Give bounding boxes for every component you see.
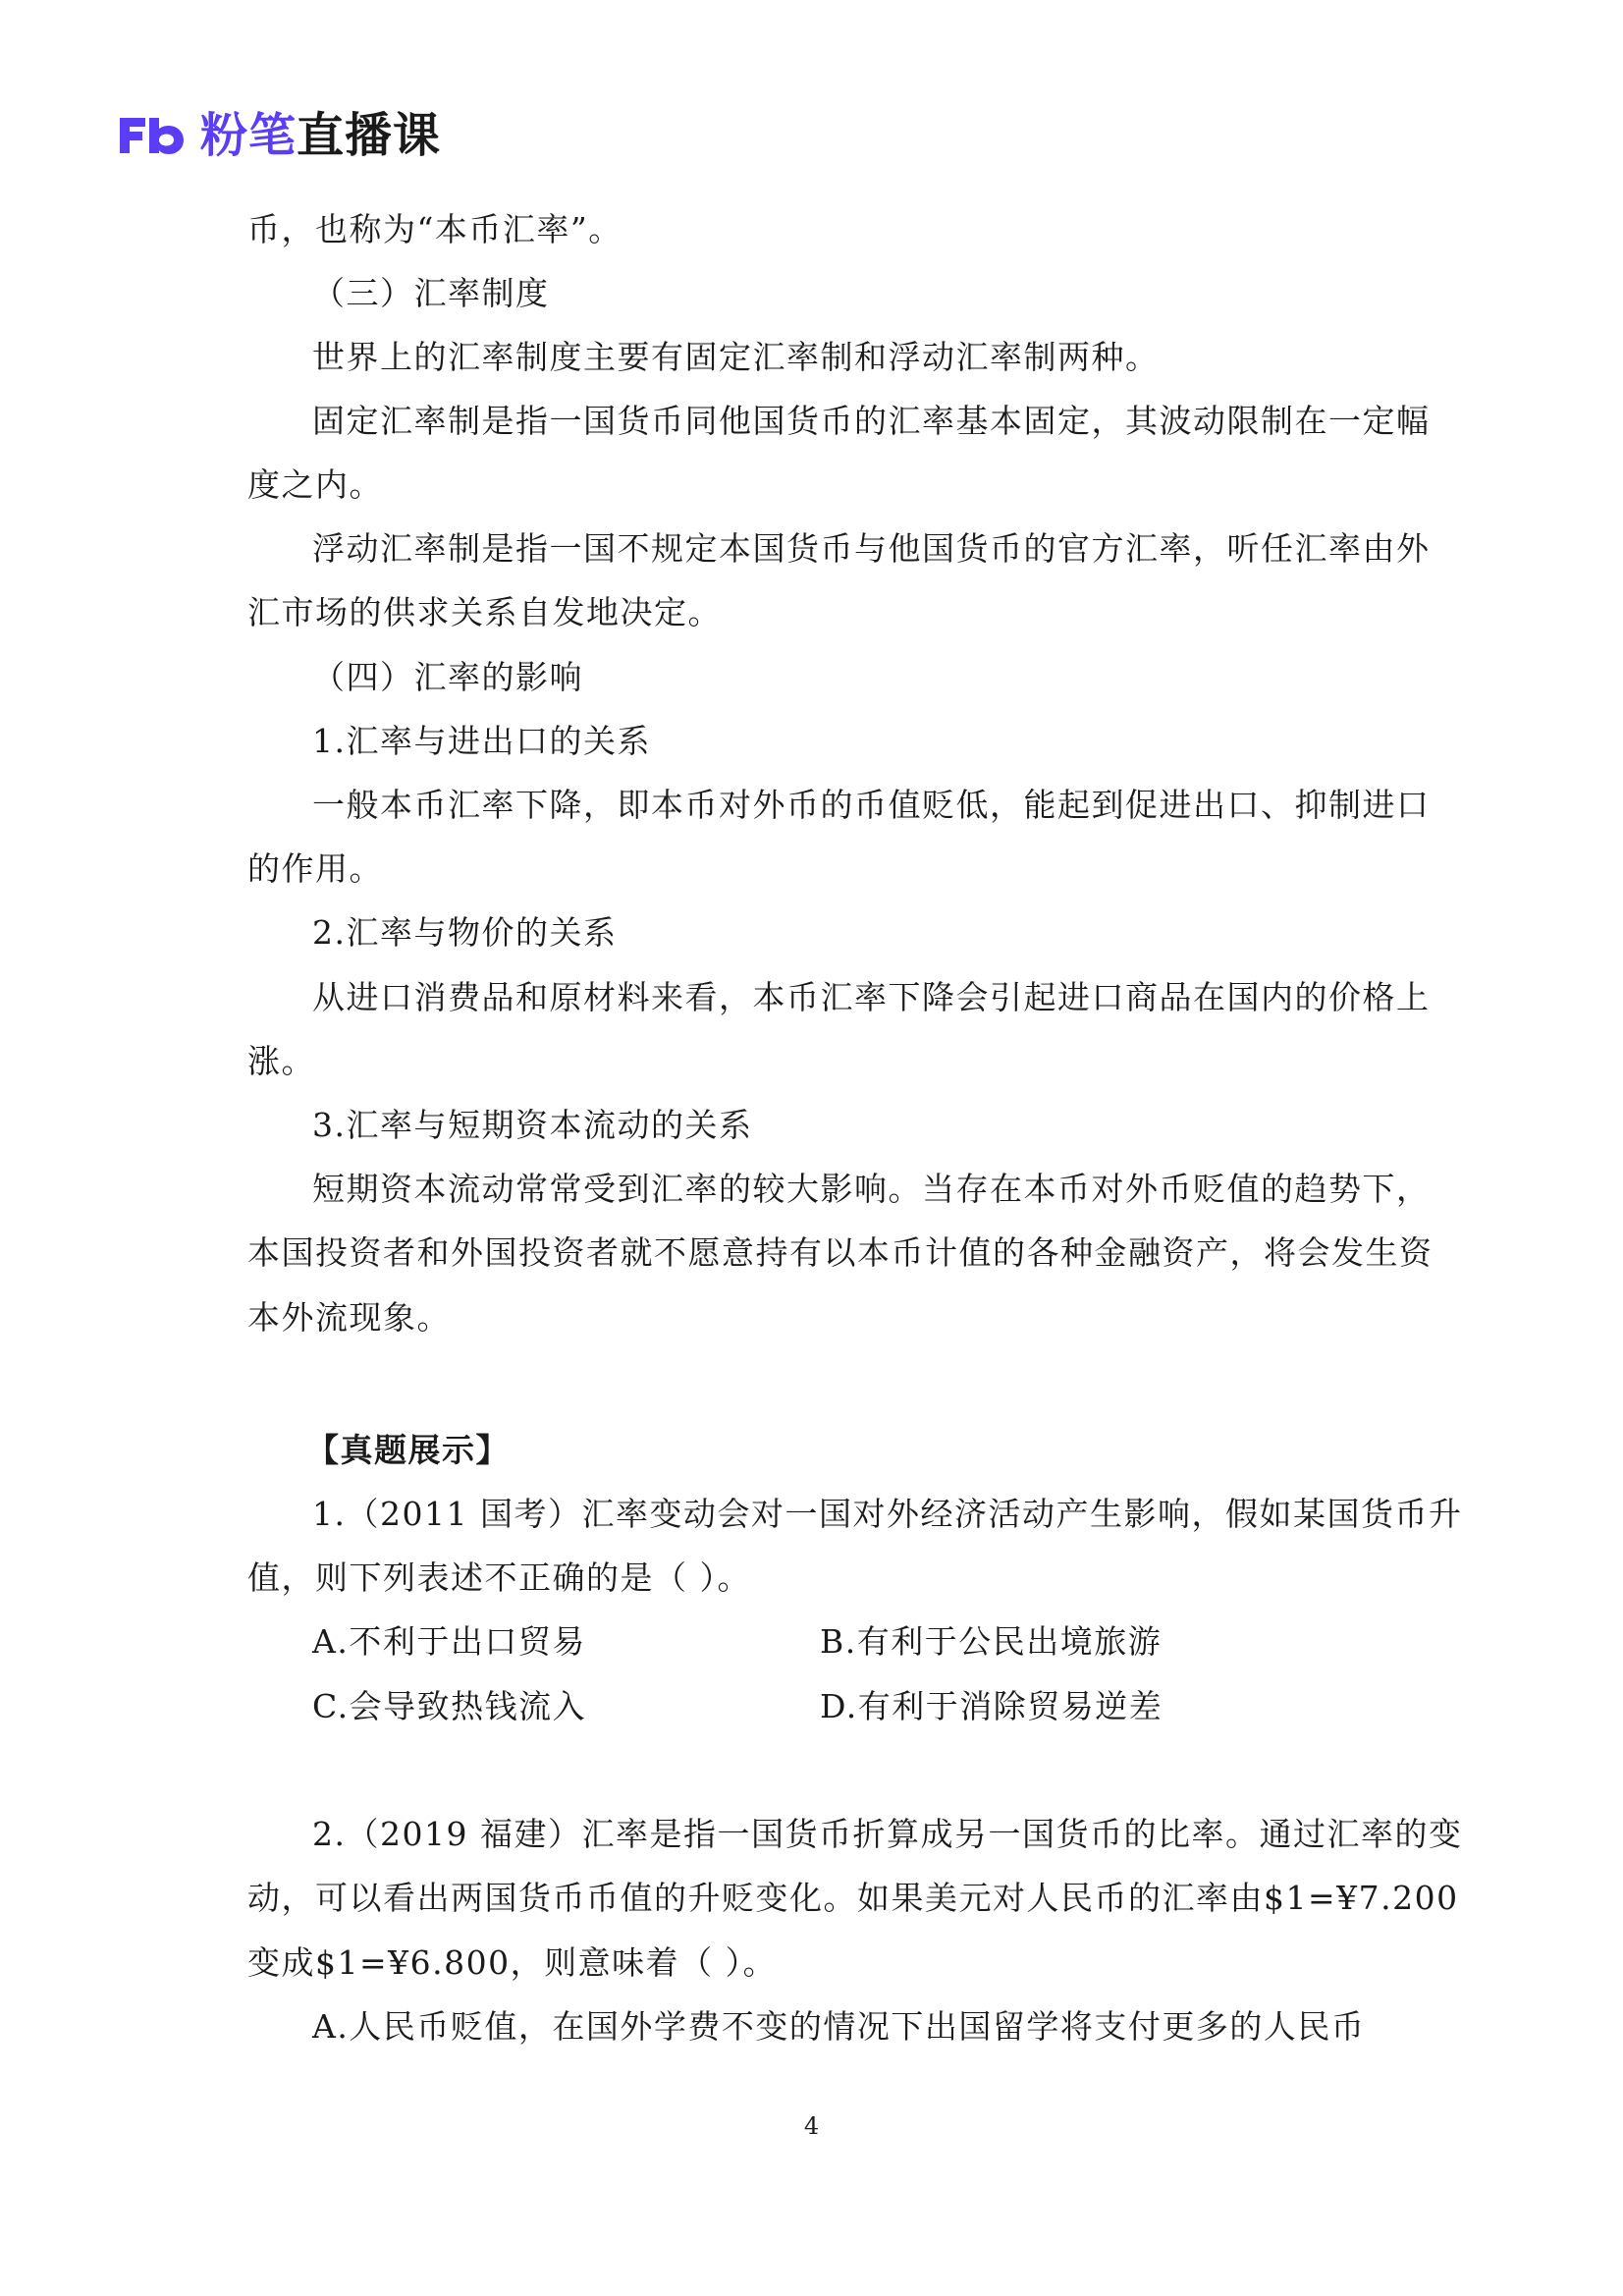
question-1-line: 1.（2011 国考）汇率变动会对一国对外经济活动产生影响，假如某国货币升: [312, 1495, 1463, 1533]
subsection-heading: 3.汇率与短期资本流动的关系: [312, 1106, 753, 1144]
page-number: 4: [803, 2112, 820, 2140]
question-1-line: 值，则下列表述不正确的是（ ）。: [247, 1558, 751, 1597]
paragraph-line: 汇市场的供求关系自发地决定。: [247, 593, 722, 631]
question-1-option-b: B.有利于公民出境旅游: [820, 1622, 1163, 1661]
question-1-option-c: C.会导致热钱流入: [312, 1687, 587, 1725]
paragraph-line: 短期资本流动常常受到汇率的较大影响。当存在本币对外币贬值的趋势下，: [312, 1170, 1431, 1208]
paragraph-line: 本外流现象。: [247, 1298, 451, 1337]
paragraph-line: 浮动汇率制是指一国不规定本国货币与他国货币的官方汇率，听任汇率由外: [312, 529, 1431, 568]
paragraph-line: 从进口消费品和原材料来看，本币汇率下降会引起进口商品在国内的价格上: [312, 978, 1431, 1016]
paragraph-line: 本国投资者和外国投资者就不愿意持有以本币计值的各种金融资产，将会发生资: [247, 1233, 1434, 1272]
paragraph-line: 币，也称为“本币汇率”。: [247, 210, 622, 248]
subsection-heading: 2.汇率与物价的关系: [312, 913, 618, 952]
section-heading: （四）汇率的影响: [312, 658, 583, 696]
question-2-line: 变成$1=¥6.800，则意味着（ ）。: [247, 1943, 778, 1982]
paragraph-line: 的作用。: [247, 849, 383, 888]
paragraph-line: 固定汇率制是指一国货币同他国货币的汇率基本固定，其波动限制在一定幅: [312, 402, 1431, 440]
paragraph-line: 度之内。: [247, 465, 383, 504]
logo-text: [200, 106, 441, 165]
question-1-option-d: D.有利于消除贸易逆差: [820, 1687, 1163, 1725]
section-heading: （三）汇率制度: [312, 274, 550, 312]
subsection-heading: 1.汇率与进出口的关系: [312, 722, 651, 760]
exam-heading: 【真题展示】: [306, 1431, 510, 1469]
question-1-option-a: A.不利于出口贸易: [312, 1622, 586, 1661]
fb-logo-icon: [116, 112, 187, 159]
brand-name: 粉笔: [200, 108, 298, 163]
question-2-line: 2.（2019 福建）汇率是指一国货币折算成另一国货币的比率。通过汇率的变: [312, 1815, 1463, 1853]
paragraph-line: 一般本币汇率下降，即本币对外币的币值贬低，能起到促进出口、抑制进口: [312, 786, 1431, 824]
question-2-line: 动，可以看出两国货币币值的升贬变化。如果美元对人民币的汇率由$1=¥7.200: [247, 1879, 1459, 1917]
paragraph-line: 涨。: [247, 1042, 315, 1080]
question-2-option-a: A.人民币贬值，在国外学费不变的情况下出国留学将支付更多的人民币: [312, 2007, 1366, 2046]
paragraph-line: 世界上的汇率制度主要有固定汇率制和浮动汇率制两种。: [312, 338, 1160, 376]
product-name: 直播课: [297, 108, 442, 163]
header-logo: [116, 106, 441, 165]
